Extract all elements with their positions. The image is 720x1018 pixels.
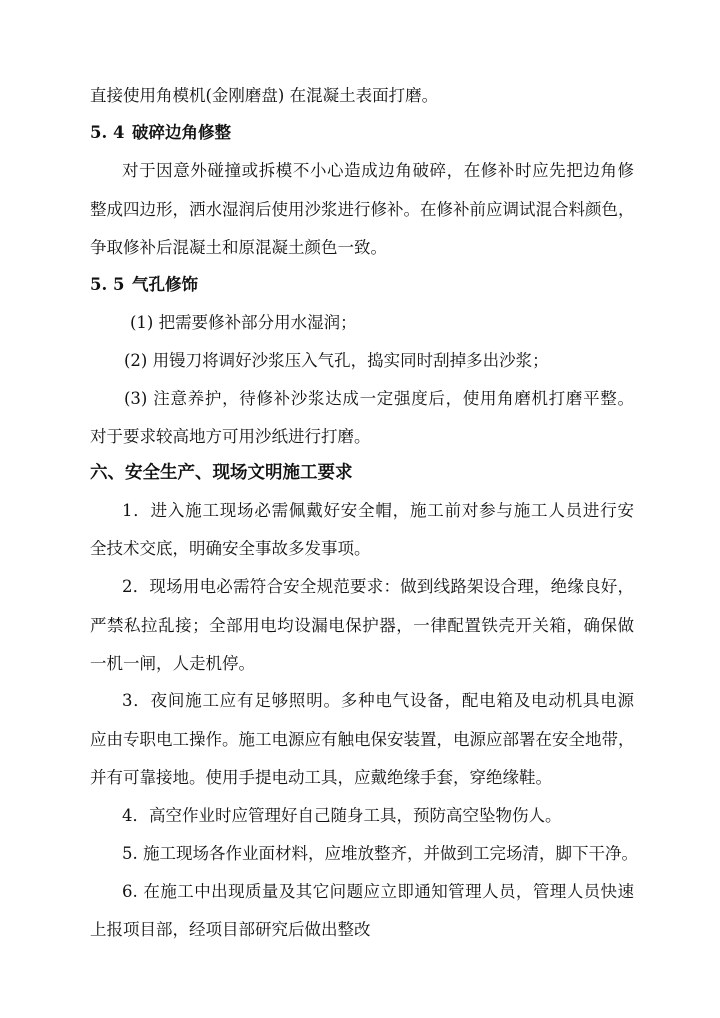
section-title: 气孔修饰 (132, 275, 198, 294)
chapter-heading: 六、安全生产、现场文明施工要求 (90, 463, 353, 483)
paragraph-line: 全技术交底，明确安全事故多发事项。 (90, 539, 371, 558)
paragraph-line: 一机一闸，人走机停。 (90, 654, 255, 673)
section-heading-5-5 (90, 274, 198, 296)
list-item: 1．进入施工现场必需佩戴好安全帽，施工前对参与施工人员进行安 (122, 501, 634, 520)
paragraph-line: 整成四边形，洒水湿润后使用沙浆进行修补。在修补前应调试混合料颜色， (90, 200, 635, 219)
section-title: 破碎边角修整 (132, 123, 231, 142)
paragraph-line: 对于要求较高地方可用沙纸进行打磨。 (90, 427, 371, 446)
list-item: 4．高空作业时应管理好自己随身工具，预防高空坠物伤人。 (122, 806, 562, 825)
list-item: 3．夜间施工应有足够照明。多种电气设备，配电箱及电动机具电源 (122, 691, 634, 710)
list-item: (2) 用镘刀将调好沙浆压入气孔，捣实同时刮掉多出沙浆； (124, 351, 549, 370)
list-item: 2．现场用电必需符合安全规范要求：做到线路架设合理，绝缘良好， (122, 577, 634, 596)
section-number: 5. 4 (90, 123, 125, 142)
paragraph-line: 争取修补后混凝土和原混凝土颜色一致。 (90, 238, 387, 257)
list-item: (1) 把需要修补部分用水湿润； (130, 313, 357, 332)
text-line: 直接使用角模机(金刚磨盘) 在混凝土表面打磨。 (90, 86, 439, 105)
paragraph-line: 应由专职电工操作。施工电源应有触电保安装置，电源应部署在安全地带， (90, 730, 635, 749)
section-heading-5-4 (90, 122, 231, 144)
paragraph-line: 并有可靠接地。使用手提电动工具，应戴绝缘手套，穿绝缘鞋。 (90, 768, 552, 787)
list-item: 6. 在施工中出现质量及其它问题应立即通知管理人员，管理人员快速 (122, 882, 634, 901)
section-number: 5. 5 (90, 275, 125, 294)
paragraph-line: 上报项目部，经项目部研究后做出整改 (90, 920, 371, 939)
paragraph-line: 严禁私拉乱接；全部用电均设漏电保护器，一律配置铁壳开关箱，确保做 (90, 616, 634, 635)
list-item: 5. 施工现场各作业面材料，应堆放整齐，并做到工完场清，脚下干净。 (122, 844, 638, 863)
list-item: (3) 注意养护，待修补沙浆达成一定强度后，使用角磨机打磨平整。 (124, 389, 634, 408)
paragraph-line: 对于因意外碰撞或拆模不小心造成边角破碎，在修补时应先把边角修 (122, 161, 634, 180)
